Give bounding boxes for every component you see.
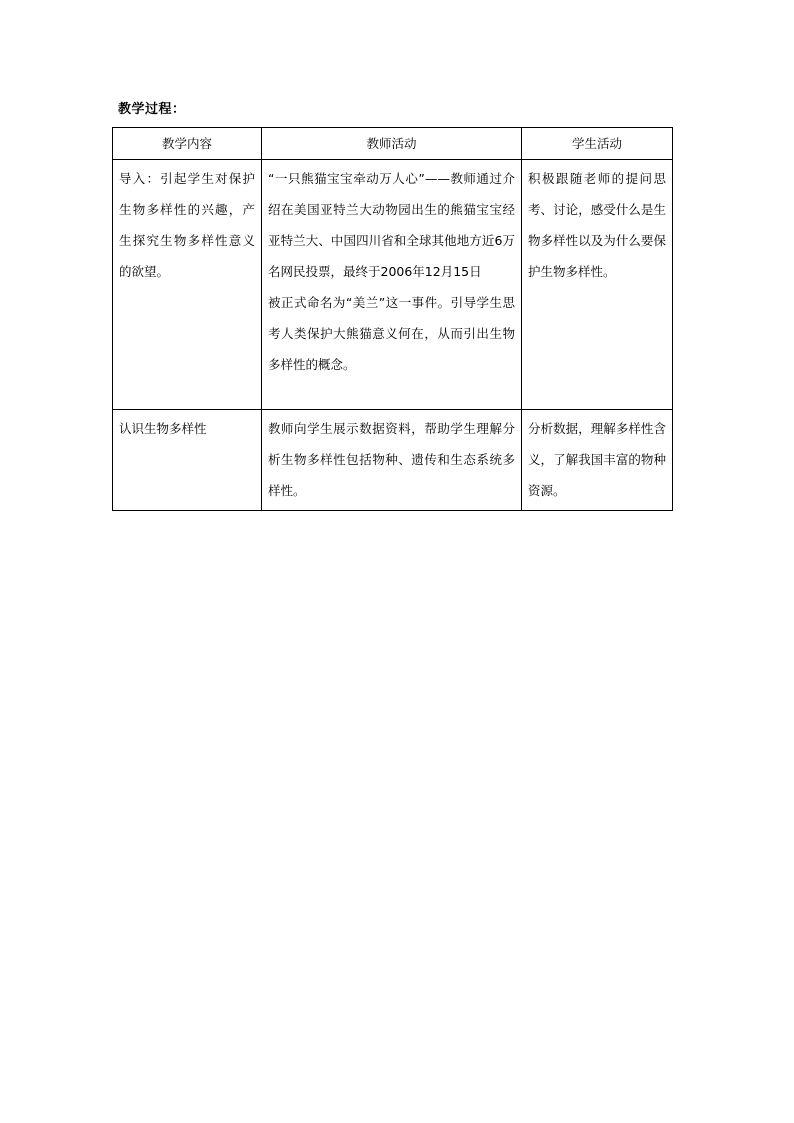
cell-teacher-activity bbox=[262, 410, 522, 511]
teacher-activity-paragraph: 教师向学生展示数据资料，帮助学生理解分析生物多样性包括物种、遗传和生态系统多样性。 bbox=[268, 421, 515, 498]
table-header-row bbox=[113, 128, 673, 160]
teacher-activity-paragraph: “一只熊猫宝宝牵动万人心”——教师通过介绍在美国亚特兰大动物园出生的熊猫宝宝经亚特兰大、中国四川省和全球其他地方近6万名网民投票，最终于2006年12月15日 bbox=[268, 171, 515, 279]
lesson-process-table bbox=[112, 127, 673, 511]
teacher-activity-paragraph: 被正式命名为“美兰”这一事件。引导学生思考人类保护大熊猫意义何在，从而引出生物多样性的概念。 bbox=[268, 295, 515, 372]
cell-teaching-content bbox=[113, 160, 262, 410]
teacher-activity-text bbox=[262, 410, 521, 510]
cell-student-activity bbox=[522, 410, 673, 511]
teacher-activity-text bbox=[262, 160, 521, 384]
student-activity-text: 分析数据，理解多样性含义，了解我国丰富的物种资源。 bbox=[528, 421, 666, 498]
teaching-content-text: 认识生物多样性 bbox=[119, 421, 207, 436]
header-teacher-activity: 教师活动 bbox=[262, 128, 522, 160]
table-row-introduction bbox=[113, 160, 673, 410]
cell-teacher-activity bbox=[262, 160, 522, 410]
cell-teaching-content bbox=[113, 410, 262, 511]
teaching-content-text: 导入：引起学生对保护生物多样性的兴趣，产生探究生物多样性意义的欲望。 bbox=[119, 171, 255, 279]
student-activity-text: 积极跟随老师的提问思考、讨论，感受什么是生物多样性以及为什么要保护生物多样性。 bbox=[528, 171, 666, 279]
header-teaching-content: 教学内容 bbox=[113, 128, 262, 160]
cell-student-activity bbox=[522, 160, 673, 410]
header-student-activity: 学生活动 bbox=[522, 128, 673, 160]
section-title: 教学过程： bbox=[118, 102, 186, 117]
table-row-recognize-biodiversity bbox=[113, 410, 673, 511]
